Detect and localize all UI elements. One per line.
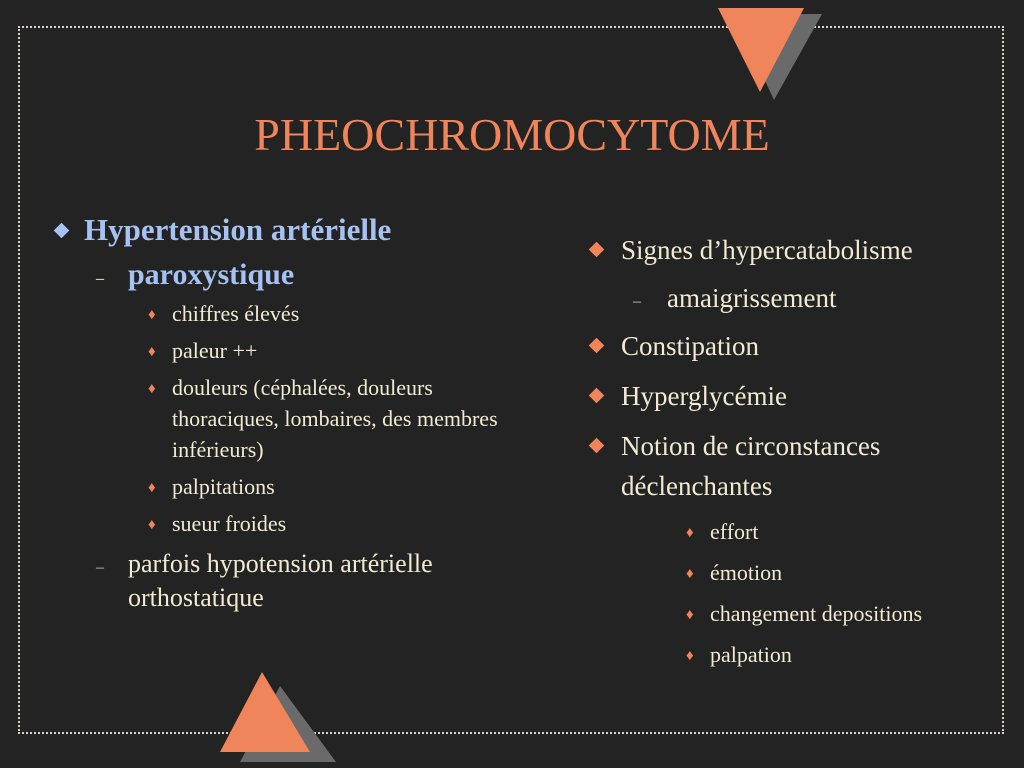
small-diamond-icon: ♦ bbox=[148, 381, 156, 397]
symptom-text: sueur froides bbox=[172, 511, 287, 536]
list-item bbox=[585, 516, 1005, 547]
small-diamond-icon: ♦ bbox=[148, 517, 156, 533]
left-column bbox=[48, 210, 518, 621]
point-hyperglycemie: Hyperglycémie bbox=[621, 381, 787, 411]
dash-icon: – bbox=[96, 559, 104, 576]
small-diamond-icon: ♦ bbox=[148, 344, 156, 360]
list-item bbox=[48, 547, 518, 615]
right-column bbox=[585, 230, 1005, 680]
small-diamond-icon: ♦ bbox=[148, 480, 156, 496]
symptom-text: paleur ++ bbox=[172, 338, 258, 363]
small-diamond-icon: ♦ bbox=[686, 648, 694, 664]
list-item bbox=[48, 256, 518, 294]
list-item bbox=[585, 376, 1005, 416]
diamond-icon bbox=[54, 223, 70, 239]
list-item bbox=[48, 210, 518, 250]
small-diamond-icon: ♦ bbox=[686, 525, 694, 541]
small-diamond-icon: ♦ bbox=[686, 607, 694, 623]
symptom-text: chiffres élevés bbox=[172, 301, 300, 326]
point-constipation: Constipation bbox=[621, 331, 760, 361]
list-item bbox=[48, 335, 518, 366]
circumstance-text: palpation bbox=[710, 642, 792, 667]
diamond-icon bbox=[589, 438, 605, 454]
symptom-text: palpitations bbox=[172, 474, 275, 499]
list-item bbox=[585, 230, 1005, 270]
list-item bbox=[48, 298, 518, 329]
slide-title: PHEOCHROMOCYTOME bbox=[254, 109, 770, 160]
list-item bbox=[585, 326, 1005, 366]
point-amaigrissement: amaigrissement bbox=[667, 283, 837, 313]
dash-icon: – bbox=[633, 293, 641, 310]
small-diamond-icon: ♦ bbox=[148, 307, 156, 323]
diamond-icon bbox=[589, 242, 605, 258]
small-diamond-icon: ♦ bbox=[686, 566, 694, 582]
triangle-up-icon bbox=[218, 668, 348, 768]
subheading-paroxystique: paroxystique bbox=[128, 258, 295, 291]
diamond-icon bbox=[589, 338, 605, 354]
diamond-icon bbox=[589, 388, 605, 404]
list-item bbox=[48, 508, 518, 539]
point-circonstances: Notion de circonstances déclenchantes bbox=[621, 431, 881, 501]
circumstance-text: changement depositions bbox=[710, 601, 923, 626]
circumstance-text: émotion bbox=[710, 560, 783, 585]
list-item bbox=[585, 639, 1005, 670]
list-item bbox=[585, 598, 1005, 629]
list-item bbox=[585, 280, 1005, 316]
dash-icon: – bbox=[96, 270, 104, 287]
list-item bbox=[585, 426, 1005, 506]
hypotension-text: parfois hypotension artérielle orthostatique bbox=[128, 549, 433, 612]
symptom-text: douleurs (céphalées, douleurs thoraciques, lombaires, des membres inférieurs) bbox=[172, 375, 498, 462]
triangle-down-icon bbox=[712, 6, 832, 106]
list-item bbox=[48, 372, 518, 465]
list-item bbox=[585, 557, 1005, 588]
point-hypercatabolisme: Signes d’hypercatabolisme bbox=[621, 235, 913, 265]
circumstance-text: effort bbox=[710, 519, 759, 544]
heading-hypertension: Hypertension artérielle bbox=[84, 212, 392, 247]
list-item bbox=[48, 471, 518, 502]
